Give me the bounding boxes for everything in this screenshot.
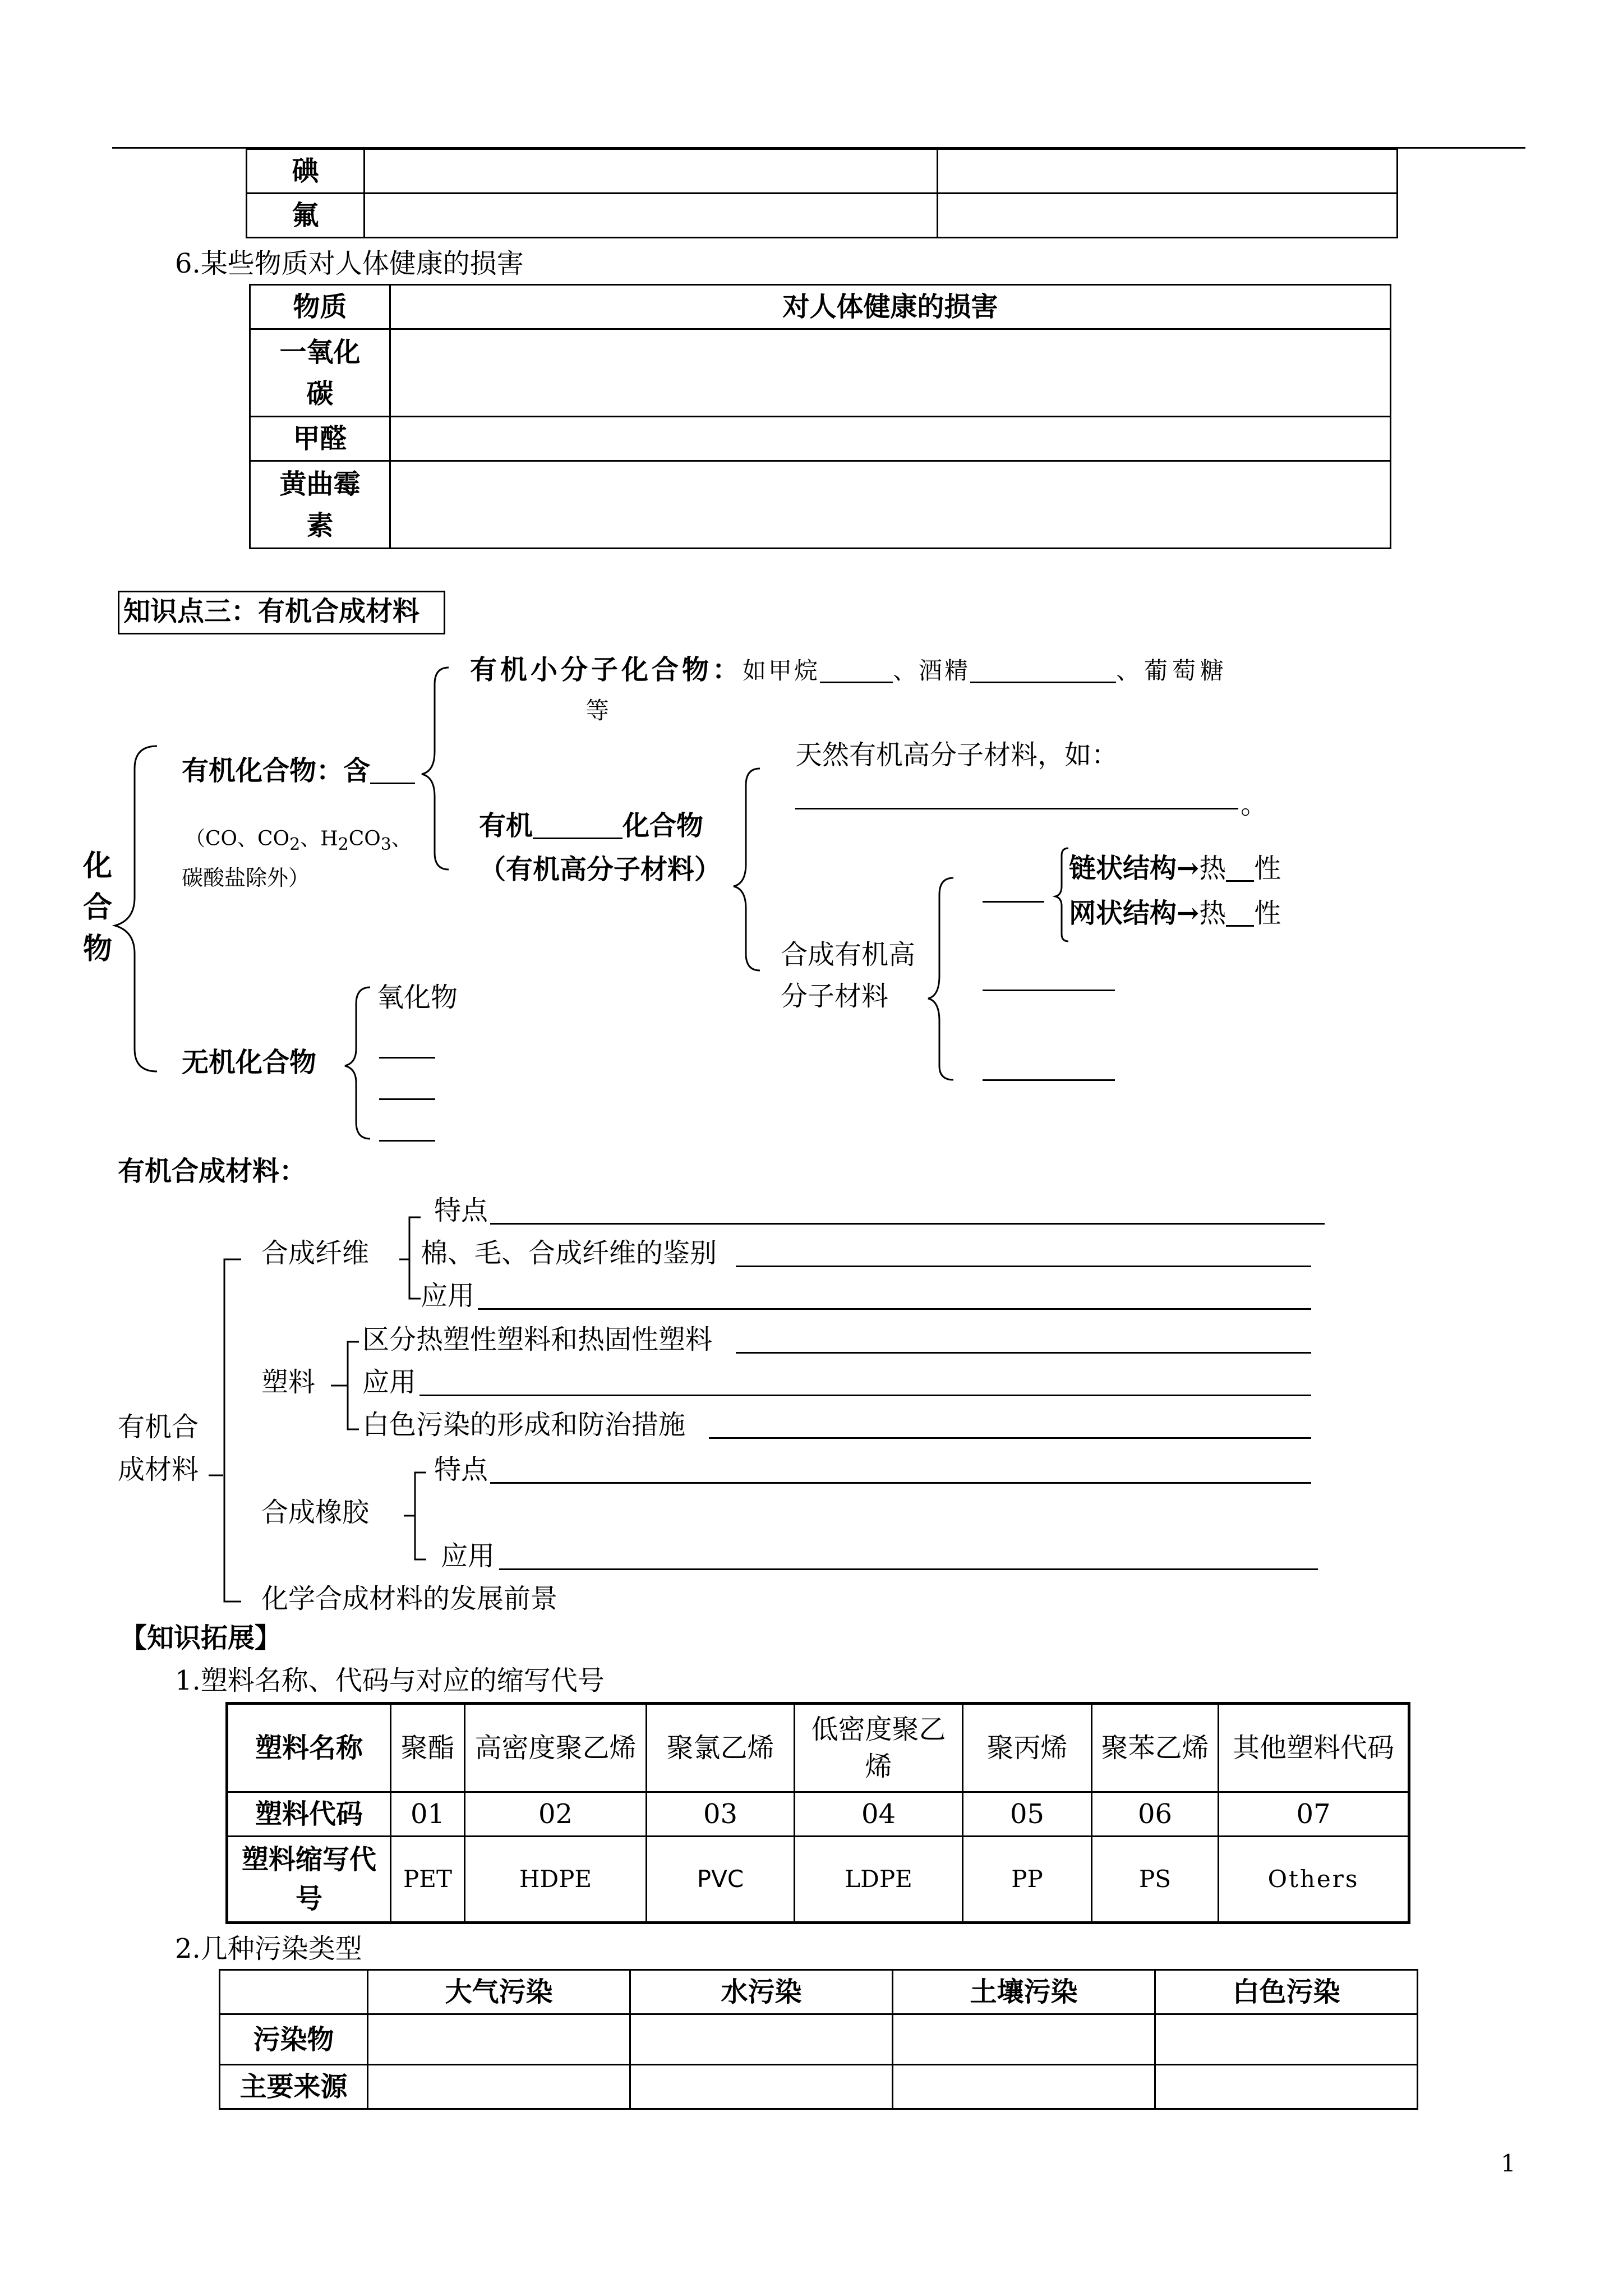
future-label: 化学合成材料的发展前景 [261,1583,558,1614]
substance-line: 碳 [306,378,334,409]
blank-line[interactable] [983,901,1044,903]
blank-line[interactable] [370,760,415,784]
plastic-abbr: PS [1092,1837,1219,1923]
plastic-item: 区分热塑性塑料和热固性塑料 [362,1324,713,1355]
substance-cell: 甲醛 [250,417,390,461]
plastic-code-table [225,1702,1410,1924]
heat-label: 热 [1199,898,1227,929]
blank-line[interactable] [736,1352,1311,1354]
substance-line: 黄曲霉 [279,468,361,500]
property-label: 性 [1254,853,1281,884]
small-molecule-row [470,656,1228,683]
compound-char: 化 [83,849,113,883]
plastic-item: 白色污染的形成和防治措施 [362,1409,686,1441]
table-row [220,1970,1418,2014]
plastic-code: 05 [963,1792,1092,1837]
element-cell-fluorine: 氟 [247,194,365,238]
blank-line[interactable] [478,1308,1311,1310]
plastic-abbr: LDPE [795,1837,963,1923]
blank-line[interactable] [820,660,893,683]
table-row [220,2065,1418,2109]
blank-line[interactable] [709,1437,1311,1439]
polymer-label-line2: （有机高分子材料） [479,854,722,885]
small-example: 、酒精 [893,657,971,684]
blank-cell[interactable] [1155,2065,1418,2109]
page-number: 1 [1501,2150,1516,2177]
knowledge3-title: 知识点三：有机合成材料 [123,596,420,627]
blank-line[interactable] [419,1395,1311,1396]
fiber-label: 合成纤维 [261,1237,370,1269]
plastic-code: 03 [647,1792,795,1837]
table-row [227,1792,1409,1837]
rubber-item: 特点 [434,1454,488,1485]
blank-cell[interactable] [630,2065,893,2109]
small-molecule-label: 有机小分子化合物： [470,654,743,685]
extension-title: 【知识拓展】 [120,1622,282,1654]
blank-line[interactable] [983,1079,1115,1081]
natural-blank[interactable] [795,808,1238,809]
inorganic-label: 无机化合物 [182,1047,317,1078]
row-header: 主要来源 [220,2065,368,2109]
natural-label: 天然有机高分子材料，如： [795,739,1119,771]
oxide-label: 氧化物 [377,982,458,1013]
rubber-item: 应用 [441,1540,495,1572]
plastic-table-title: 1.塑料名称、代码与对应的缩写代号 [175,1665,605,1696]
blank-cell[interactable] [1155,2014,1418,2065]
organic-note-part: 、 [391,827,412,850]
blank-line[interactable] [970,660,1116,683]
synthetic-label: 分子材料 [781,981,889,1012]
fiber-item: 应用 [421,1280,475,1312]
organic-compound-label [182,757,415,784]
blank-line[interactable] [736,1266,1311,1267]
plastic-name: 聚丙烯 [963,1704,1092,1792]
plastic-name: 聚酯 [391,1704,465,1792]
polymer-text: 有机 [479,810,533,841]
organic-compound-text: 有机化合物：含 [182,755,371,786]
plastic-item: 应用 [362,1366,417,1398]
synthetic-materials-title: 有机合成材料： [118,1156,307,1187]
table-row [227,1837,1409,1923]
pollution-table [219,1969,1418,2110]
row-header: 塑料代码 [227,1792,391,1837]
organic-note [185,829,412,853]
plastic-code: 01 [391,1792,465,1837]
polymer-text: 化合物 [623,810,704,841]
heat-label: 热 [1199,853,1227,884]
plastic-name: 聚氯乙烯 [647,1704,795,1792]
pollution-type: 水污染 [630,1970,893,2014]
header-harm: 对人体健康的损害 [390,285,1391,329]
blank-line[interactable] [490,1223,1325,1225]
small-example: 、葡萄糖 [1116,657,1229,684]
pollution-type: 土壤污染 [893,1970,1155,2014]
property-label: 性 [1254,898,1281,929]
small-example-end: 等 [585,697,610,724]
blank-line[interactable] [983,990,1115,991]
blank-cell[interactable] [630,2014,893,2065]
blank-line[interactable] [379,1140,435,1142]
row-header: 塑料缩写代号 [227,1837,391,1923]
polymer-label [479,812,703,839]
substance-line: 素 [306,509,334,541]
fiber-item: 特点 [434,1195,488,1226]
root-label: 有机合 [118,1411,199,1443]
blank-cell[interactable] [893,2065,1155,2109]
plastic-code: 04 [795,1792,963,1837]
corner-cell [220,1970,368,2014]
chain-label: 链状结构 [1069,853,1177,884]
health-section-title: 6.某些物质对人体健康的损害 [175,248,524,279]
blank-line[interactable] [1226,859,1254,882]
plastic-abbr: HDPE [465,1837,647,1923]
organic-note-line2: 碳酸盐除外） [182,866,310,890]
plastic-code: 07 [1219,1792,1409,1837]
compound-char: 合 [83,890,113,924]
organic-note-sub: 2 [289,835,301,854]
organic-note-sub: 3 [380,835,391,854]
pollution-table-title: 2.几种污染类型 [175,1933,362,1964]
pollution-type: 白色污染 [1155,1970,1418,2014]
compound-char: 物 [83,932,113,966]
plastic-code: 06 [1092,1792,1219,1837]
plastic-label: 塑料 [261,1366,316,1398]
organic-note-part: CO [348,827,381,850]
rubber-label: 合成橡胶 [261,1497,370,1528]
small-example: 如甲烷 [743,657,820,684]
plastic-code: 02 [465,1792,647,1837]
substance-line: 一氧化 [279,336,361,368]
plastic-name: 其他塑料代码 [1219,1704,1409,1792]
blank-cell[interactable] [368,2014,630,2065]
network-label: 网状结构 [1069,898,1177,929]
root-label: 成材料 [118,1454,199,1485]
organic-note-sub: 2 [338,835,349,854]
blank-cell[interactable] [893,2014,1155,2065]
organic-note-part: （CO、CO [185,827,290,850]
arrow-icon: → [1177,853,1200,884]
blank-line[interactable] [490,1482,1311,1484]
plastic-name: 高密度聚乙烯 [465,1704,647,1792]
row-header: 塑料名称 [227,1704,391,1792]
plastic-name: 低密度聚乙烯 [795,1704,963,1792]
network-row [1069,900,1281,927]
fiber-item: 棉、毛、合成纤维的鉴别 [421,1237,717,1269]
organic-note-part: 、H [300,827,338,850]
plastic-abbr: Others [1219,1837,1409,1923]
arrow-icon: → [1177,898,1200,929]
plastic-abbr: PVC [647,1837,795,1923]
element-cell-iodine: 碘 [247,149,365,194]
plastic-abbr: PET [391,1837,465,1923]
plastic-name: 聚苯乙烯 [1092,1704,1219,1792]
blank-line[interactable] [1226,904,1254,927]
blank-line[interactable] [379,1057,435,1059]
natural-end: 。 [1241,789,1268,820]
table-row [220,2014,1418,2065]
blank-line[interactable] [499,1568,1318,1570]
blank-cell[interactable] [368,2065,630,2109]
row-header: 污染物 [220,2014,368,2065]
pollution-type: 大气污染 [368,1970,630,2014]
header-substance: 物质 [250,285,390,329]
plastic-abbr: PP [963,1837,1092,1923]
blank-line[interactable] [379,1098,435,1100]
synthetic-label: 合成有机高 [781,939,916,970]
table-row [227,1704,1409,1792]
chain-row [1069,855,1281,882]
blank-line[interactable] [533,815,623,839]
